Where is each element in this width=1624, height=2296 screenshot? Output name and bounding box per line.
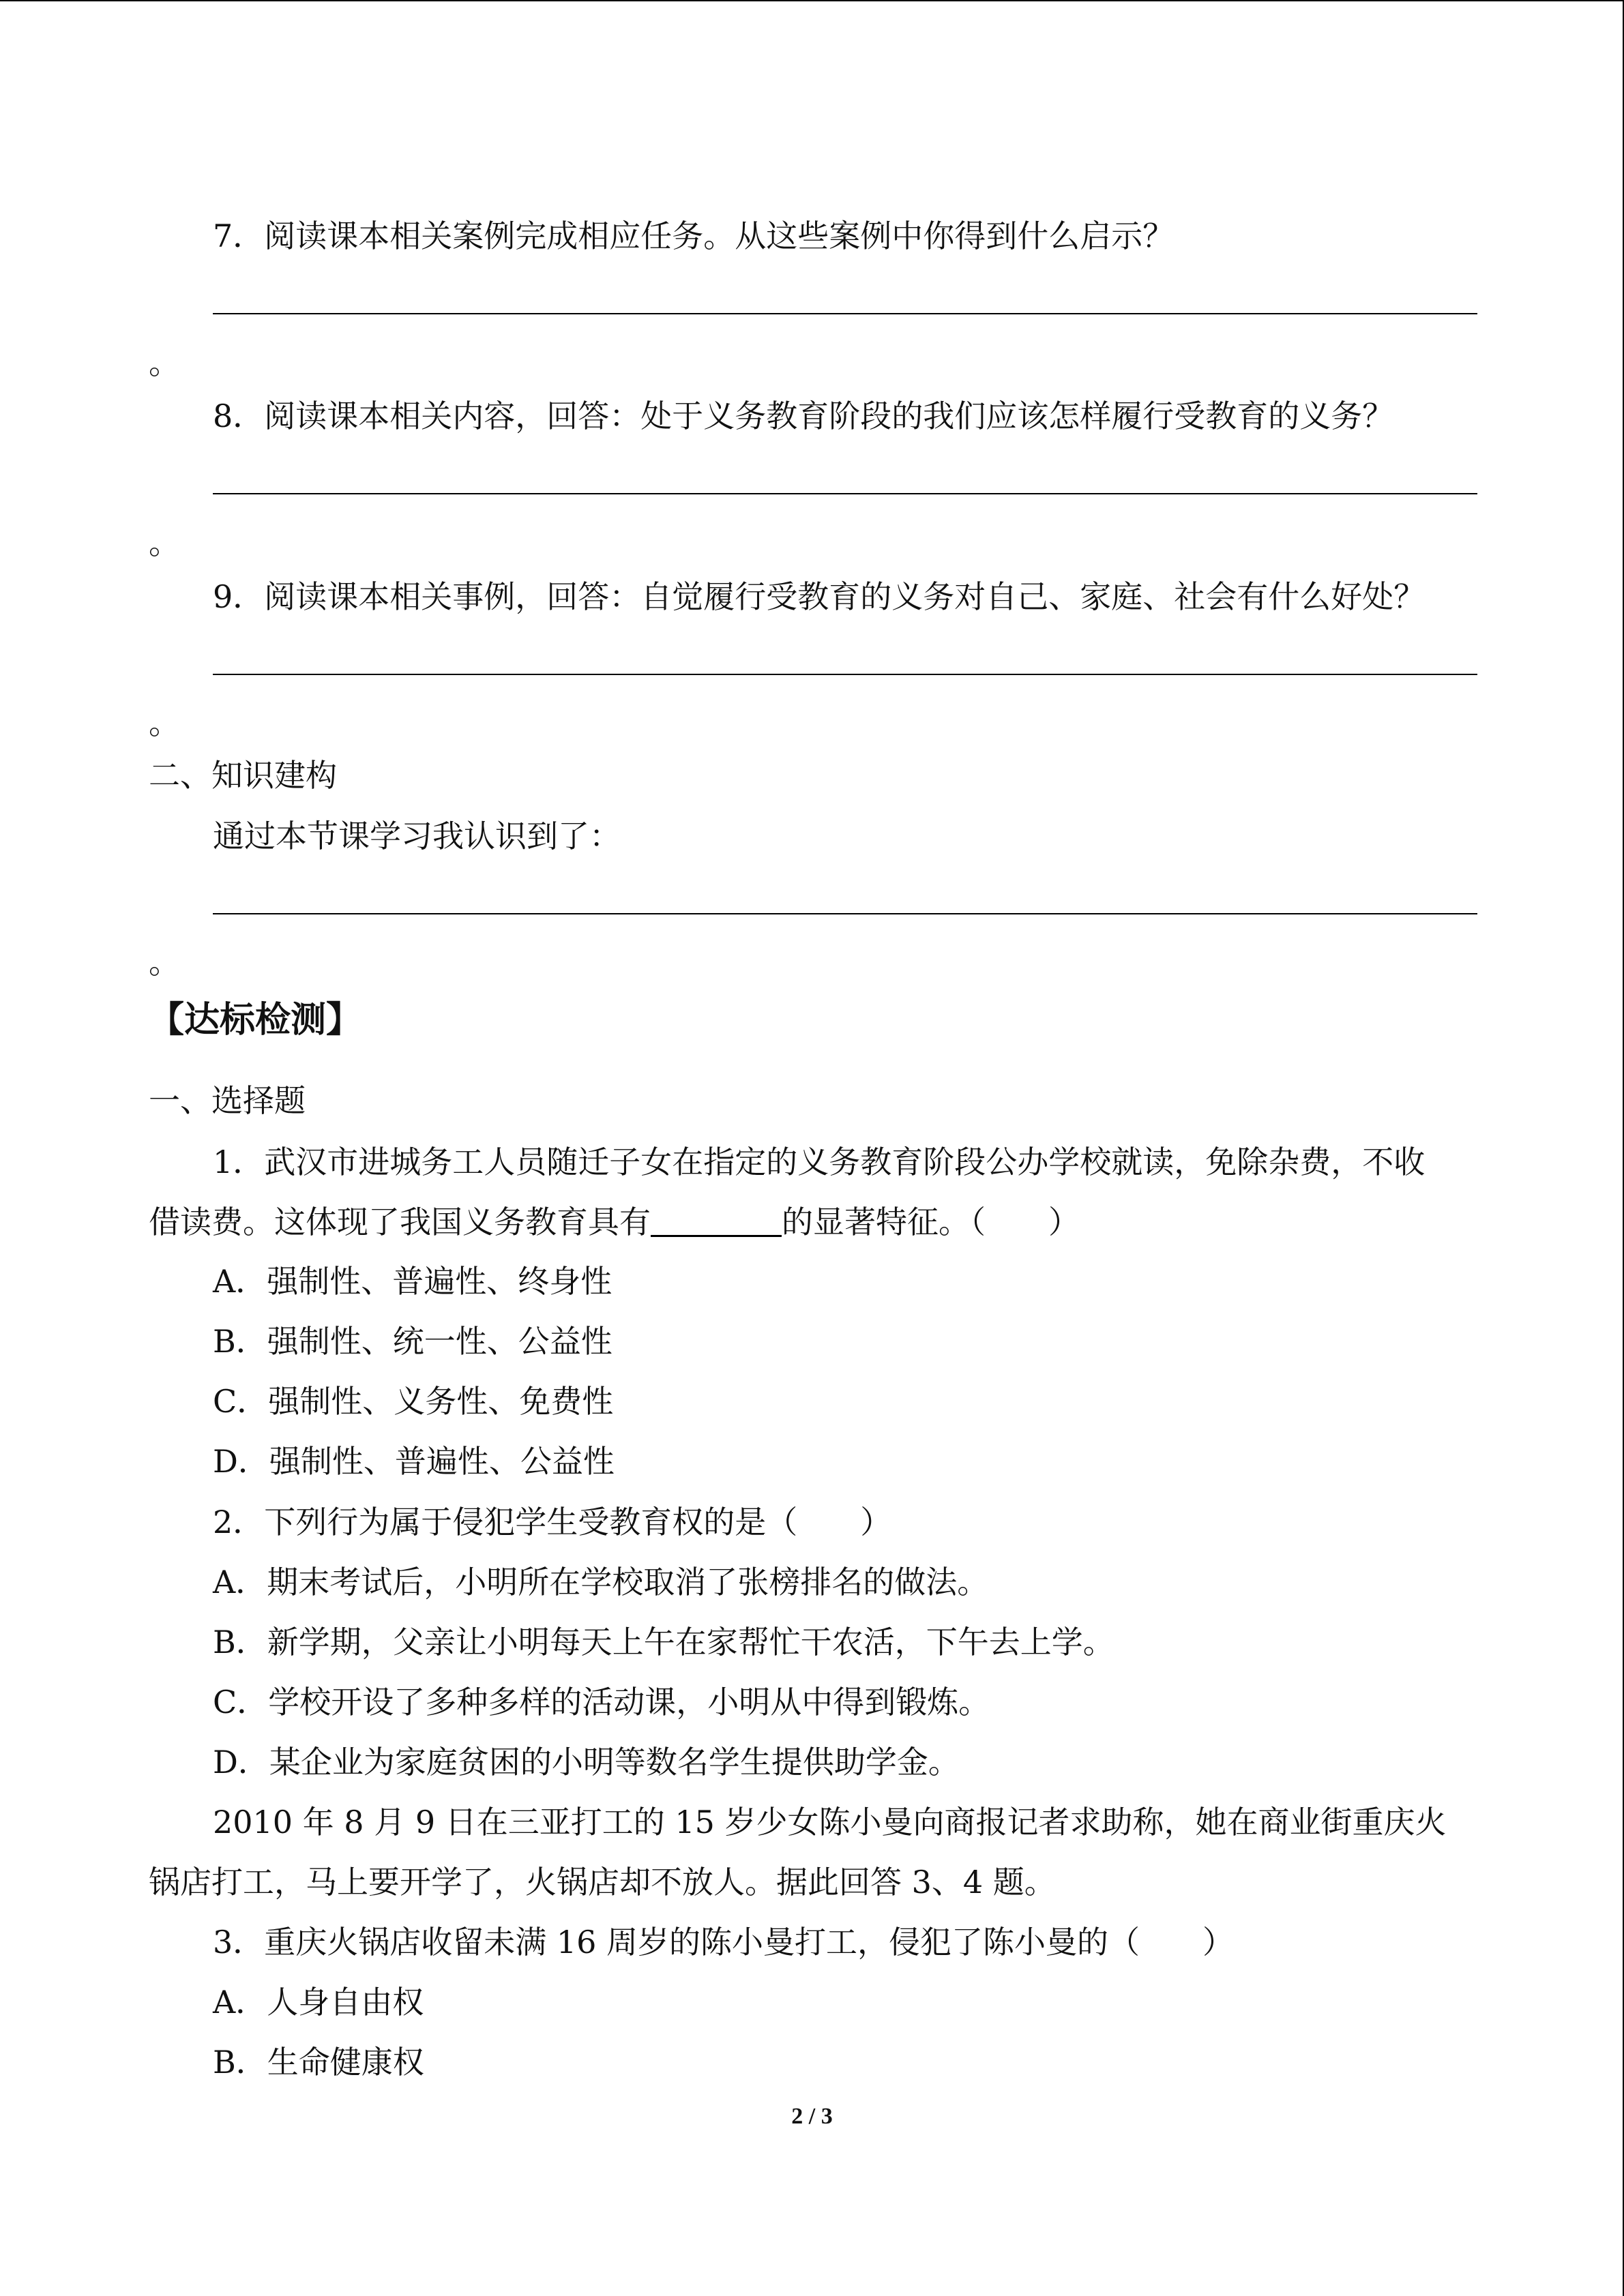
material-line2: 锅店打工，马上要开学了，火锅店却不放人。据此回答 3、4 题。 <box>149 1864 1056 1900</box>
answer-line-7 <box>213 313 1477 314</box>
knowledge-prompt: 通过本节课学习我认识到了： <box>213 818 621 854</box>
end-mark-9: 。 <box>149 704 180 741</box>
answer-line-9 <box>213 674 1477 675</box>
page-number: 2 / 3 <box>791 2104 833 2129</box>
q2-option-d: D．某企业为家庭贫困的小明等数名学生提供助学金。 <box>213 1744 960 1780</box>
q3-option-a: A．人身自由权 <box>213 1984 424 2021</box>
q1-blank <box>651 1205 782 1237</box>
knowledge-section-title: 二、知识建构 <box>149 757 337 794</box>
question-8: 8．阅读课本相关内容，回答：处于义务教育阶段的我们应该怎样履行受教育的义务？ <box>213 398 1394 434</box>
q2-option-b: B．新学期，父亲让小明每天上午在家帮忙干农活，下午去上学。 <box>213 1624 1114 1660</box>
end-mark-7: 。 <box>149 344 180 381</box>
knowledge-answer-line <box>213 913 1477 914</box>
q1-option-a: A．强制性、普遍性、终身性 <box>213 1263 612 1300</box>
q1-option-d: D．强制性、普遍性、公益性 <box>213 1443 615 1480</box>
q3-stem: 3．重庆火锅店收留未满 16 周岁的陈小曼打工，侵犯了陈小曼的（ ） <box>213 1924 1235 1960</box>
end-mark-8: 。 <box>149 524 180 561</box>
q1-stem-after: 的显著特征。（ ） <box>782 1204 1080 1240</box>
end-mark-knowledge: 。 <box>149 944 180 981</box>
question-9: 9．阅读课本相关事例，回答：自觉履行受教育的义务对自己、家庭、社会有什么好处？ <box>213 578 1426 615</box>
question-7: 7．阅读课本相关案例完成相应任务。从这些案例中你得到什么启示？ <box>213 218 1175 254</box>
answer-line-8 <box>213 493 1477 494</box>
q1-stem-line1: 1．武汉市进城务工人员随迁子女在指定的义务教育阶段公办学校就读，免除杂费，不收 <box>213 1144 1426 1180</box>
q1-stem-before: 借读费。这体现了我国义务教育具有 <box>149 1204 651 1240</box>
material-line1: 2010 年 8 月 9 日在三亚打工的 15 岁少女陈小曼向商报记者求助称，她在商业街重庆火 <box>213 1804 1447 1840</box>
q2-option-c: C．学校开设了多种多样的活动课，小明从中得到锻炼。 <box>213 1684 990 1720</box>
q1-option-b: B．强制性、统一性、公益性 <box>213 1323 612 1360</box>
test-heading: 【达标检测】 <box>149 999 362 1041</box>
q2-option-a: A．期末考试后，小明所在学校取消了张榜排名的做法。 <box>213 1564 989 1600</box>
q1-option-c: C．强制性、义务性、免费性 <box>213 1383 614 1420</box>
q2-stem: 2．下列行为属于侵犯学生受教育权的是（ ） <box>213 1504 892 1540</box>
q3-option-b: B．生命健康权 <box>213 2044 424 2081</box>
q1-stem-line2 <box>149 1202 1080 1242</box>
choice-section-title: 一、选择题 <box>149 1082 306 1119</box>
